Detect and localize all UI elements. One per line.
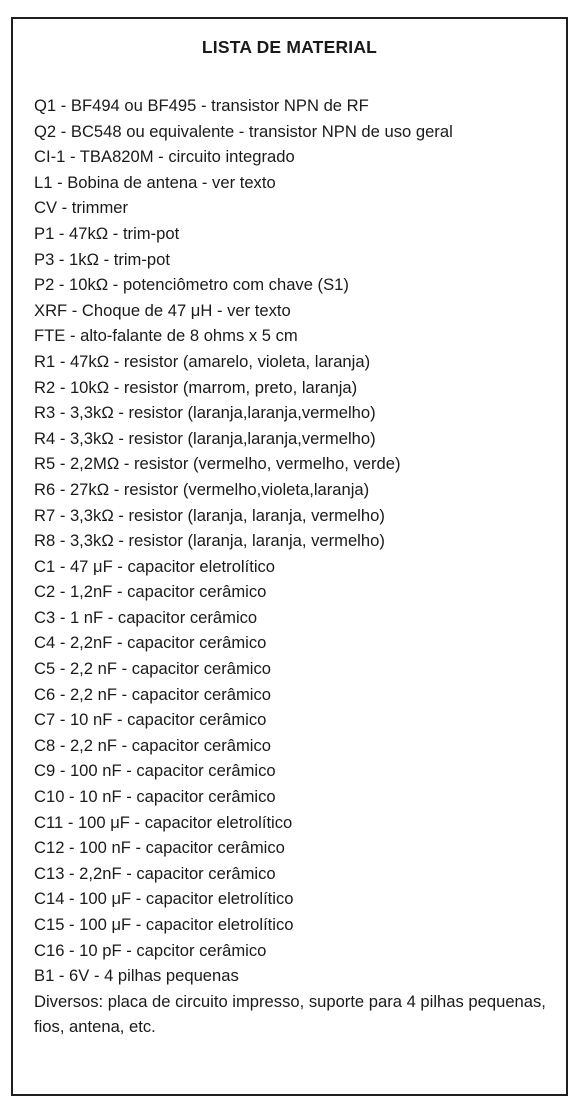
list-item: C13 - 2,2nF - capacitor cerâmico <box>34 863 276 883</box>
list-item: C16 - 10 pF - capcitor cerâmico <box>34 940 267 960</box>
list-item: CI-1 - TBA820M - circuito integrado <box>34 147 295 167</box>
list-item: C9 - 100 nF - capacitor cerâmico <box>34 761 276 781</box>
list-item: R1 - 47kΩ - resistor (amarelo, violeta, laranja) <box>34 351 371 371</box>
list-item: C3 - 1 nF - capacitor cerâmico <box>34 607 258 627</box>
list-item: CV - trimmer <box>34 198 129 218</box>
material-list-box <box>11 17 568 1096</box>
list-item: C5 - 2,2 nF - capacitor cerâmico <box>34 659 272 679</box>
list-item: C2 - 1,2nF - capacitor cerâmico <box>34 582 267 602</box>
list-item: P2 - 10kΩ - potenciômetro com chave (S1) <box>34 275 349 295</box>
list-item: C10 - 10 nF - capacitor cerâmico <box>34 787 276 807</box>
list-item: Q1 - BF494 ou BF495 - transistor NPN de RF <box>34 96 369 115</box>
list-item: R5 - 2,2MΩ - resistor (vermelho, vermelho, verde) <box>34 454 401 474</box>
list-item: R3 - 3,3kΩ - resistor (laranja,laranja,vermelho) <box>34 403 376 423</box>
list-item: Diversos: placa de circuito impresso, suporte para 4 pilhas pequenas, fios, antena, etc. <box>34 991 546 1037</box>
list-item: C4 - 2,2nF - capacitor cerâmico <box>34 633 267 653</box>
list-item: P3 - 1kΩ - trim-pot <box>34 249 170 269</box>
material-list <box>34 93 554 1040</box>
list-item: C15 - 100 μF - capacitor eletrolítico <box>34 915 294 934</box>
list-item: R6 - 27kΩ - resistor (vermelho,violeta,laranja) <box>34 479 370 499</box>
list-item: C14 - 100 μF - capacitor eletrolítico <box>34 889 294 909</box>
list-item: FTE - alto-falante de 8 ohms x 5 cm <box>34 326 298 346</box>
list-item: P1 - 47kΩ - trim-pot <box>34 223 180 243</box>
list-item: C6 - 2,2 nF - capacitor cerâmico <box>34 684 272 704</box>
list-item: R8 - 3,3kΩ - resistor (laranja, laranja, vermelho) <box>34 531 385 551</box>
list-item: R7 - 3,3kΩ - resistor (laranja, laranja, vermelho) <box>34 505 385 525</box>
list-item: XRF - Choque de 47 μH - ver texto <box>34 300 291 320</box>
list-item: C11 - 100 μF - capacitor eletrolítico <box>34 812 293 832</box>
list-item: Q2 - BC548 ou equivalente - transistor NPN de uso geral <box>34 121 453 141</box>
list-item: C12 - 100 nF - capacitor cerâmico <box>34 838 285 858</box>
list-item: C8 - 2,2 nF - capacitor cerâmico <box>34 735 272 755</box>
list-item: B1 - 6V - 4 pilhas pequenas <box>34 966 239 986</box>
list-item: R4 - 3,3kΩ - resistor (laranja,laranja,vermelho) <box>34 428 376 448</box>
list-title: LISTA DE MATERIAL <box>201 37 378 57</box>
list-item: C7 - 10 nF - capacitor cerâmico <box>34 710 267 730</box>
list-item: R2 - 10kΩ - resistor (marrom, preto, laranja) <box>34 377 358 397</box>
list-item: C1 - 47 μF - capacitor eletrolítico <box>34 556 276 576</box>
list-item: L1 - Bobina de antena - ver texto <box>34 172 276 192</box>
